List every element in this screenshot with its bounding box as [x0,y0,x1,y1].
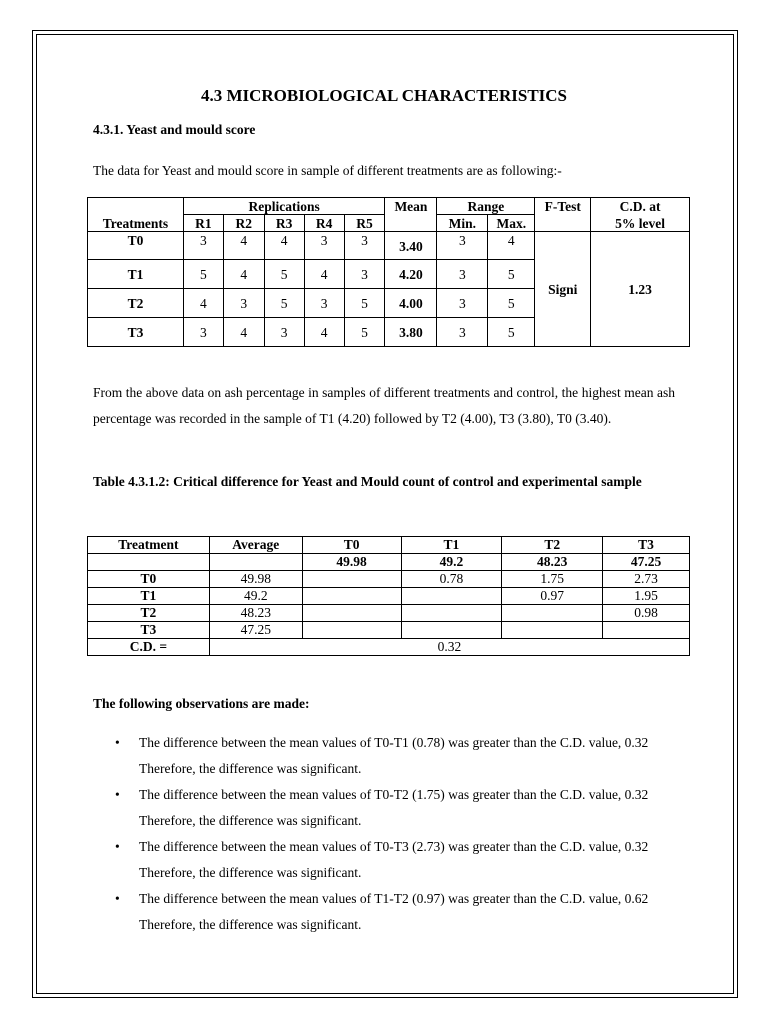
cell-min: 3 [437,289,488,318]
observations-heading: The following observations are made: [93,696,310,711]
row-treatment: T2 [88,289,184,318]
max-header: Max. [488,215,535,232]
row-treatment: T0 [88,571,210,588]
table-row [88,588,690,605]
row-treatment: T1 [88,260,184,289]
bullet-icon: • [115,735,120,750]
cell-average: 48.23 [209,605,302,622]
t3-header: T3 [603,537,690,554]
observations-list [93,730,683,938]
r5-header: R5 [344,215,385,232]
row-treatment: T2 [88,605,210,622]
cell-min: 3 [437,260,488,289]
cell-r3: 3 [264,318,304,347]
subheader-blank [209,554,302,571]
observation-text: The difference between the mean values of T0-T1 (0.78) was greater than the C.D. value, 0.32 Therefore, the difference was significant. [139,735,649,776]
cell [302,588,401,605]
cell [302,605,401,622]
cell-min: 3 [437,318,488,347]
cell-r2: 4 [223,260,264,289]
treatments-header-top [88,198,184,215]
ftest-header: F-Test [535,198,591,215]
table-row [88,622,690,639]
cell-r3: 4 [264,232,304,260]
cell-max: 4 [488,232,535,260]
cell-r5: 5 [344,289,385,318]
ftest-value: Signi [535,232,591,347]
cell [502,622,603,639]
row-treatment: T3 [88,622,210,639]
cell-r5: 3 [344,232,385,260]
mean-header: Mean [385,198,437,215]
list-item [93,886,683,938]
cell-r1: 4 [183,289,223,318]
cell-r4: 3 [304,289,344,318]
yeast-mould-score-table [87,197,690,347]
range-header: Range [437,198,535,215]
treatment-header: Treatment [88,537,210,554]
r2-header: R2 [223,215,264,232]
cell: 0.97 [502,588,603,605]
cell [302,571,401,588]
treatments-header: Treatments [88,215,184,232]
cd-header-line2: 5% level [591,215,690,232]
cell-r1: 5 [183,260,223,289]
cell-average: 49.98 [209,571,302,588]
cell: 2.73 [603,571,690,588]
cell-max: 5 [488,289,535,318]
t0-header: T0 [302,537,401,554]
t2-average-header: 48.23 [502,554,603,571]
replications-header: Replications [183,198,385,215]
row-treatment: T0 [88,232,184,260]
cell-r3: 5 [264,260,304,289]
bullet-icon: • [115,891,120,906]
table-row [88,571,690,588]
cell-average: 47.25 [209,622,302,639]
r4-header: R4 [304,215,344,232]
cell-r1: 3 [183,318,223,347]
cell [502,605,603,622]
cell [603,622,690,639]
cell-r5: 5 [344,318,385,347]
cell-r4: 4 [304,260,344,289]
table-row [88,232,690,260]
t3-average-header: 47.25 [603,554,690,571]
cell-max: 5 [488,260,535,289]
table-row [88,605,690,622]
bullet-icon: • [115,787,120,802]
section-title: 4.3 MICROBIOLOGICAL CHARACTERISTICS [200,86,568,105]
cell: 1.95 [603,588,690,605]
cell [401,622,502,639]
cd-value: 1.23 [591,232,690,347]
cell-max: 5 [488,318,535,347]
cd-label: C.D. = [88,639,210,656]
cell-r1: 3 [183,232,223,260]
cell [401,605,502,622]
mean-header-blank [385,215,437,232]
cell-r2: 4 [223,318,264,347]
list-item [93,782,683,834]
t2-header: T2 [502,537,603,554]
cell-r2: 3 [223,289,264,318]
table2-caption: Table 4.3.1.2: Critical difference for Yeast and Mould count of control and experimental sample [93,474,642,489]
list-item [93,730,683,782]
cell-r4: 4 [304,318,344,347]
min-header: Min. [437,215,488,232]
cell-mean: 3.80 [385,318,437,347]
observation-text: The difference between the mean values of T0-T3 (2.73) was greater than the C.D. value, 0.32 Therefore, the difference was significant. [139,839,649,880]
cd-header-line1: C.D. at [591,198,690,215]
cell [401,588,502,605]
subheader-blank [88,554,210,571]
average-header: Average [209,537,302,554]
cell-min: 3 [437,232,488,260]
observation-text: The difference between the mean values of T0-T2 (1.75) was greater than the C.D. value, 0.32 Therefore, the difference was significant. [139,787,649,828]
cell: 0.78 [401,571,502,588]
cell-r4: 3 [304,232,344,260]
list-item [93,834,683,886]
cell-r5: 3 [344,260,385,289]
cell: 0.98 [603,605,690,622]
row-treatment: T3 [88,318,184,347]
t0-average-header: 49.98 [302,554,401,571]
ftest-header-blank [535,215,591,232]
cell-mean: 4.00 [385,289,437,318]
r3-header: R3 [264,215,304,232]
r1-header: R1 [183,215,223,232]
bullet-icon: • [115,839,120,854]
cell: 1.75 [502,571,603,588]
intro-paragraph: The data for Yeast and mould score in sample of different treatments are as following:- [93,163,562,178]
results-paragraph: From the above data on ash percentage in samples of different treatments and control, the highest mean ash percentage was recorded in the sample of T1 (4.20) followed by T2 (4.00), T3 (3.80), T0 (3.40). [93,385,675,426]
t1-average-header: 49.2 [401,554,502,571]
critical-difference-table [87,536,690,656]
cell [302,622,401,639]
cd-value: 0.32 [209,639,689,656]
cell-r2: 4 [223,232,264,260]
cell-r3: 5 [264,289,304,318]
cell-average: 49.2 [209,588,302,605]
t1-header: T1 [401,537,502,554]
row-treatment: T1 [88,588,210,605]
cell-mean: 3.40 [385,232,437,260]
subsection-heading: 4.3.1. Yeast and mould score [93,122,256,137]
observation-text: The difference between the mean values of T1-T2 (0.97) was greater than the C.D. value, 0.62 Therefore, the difference was significant. [139,891,649,932]
cell-mean: 4.20 [385,260,437,289]
